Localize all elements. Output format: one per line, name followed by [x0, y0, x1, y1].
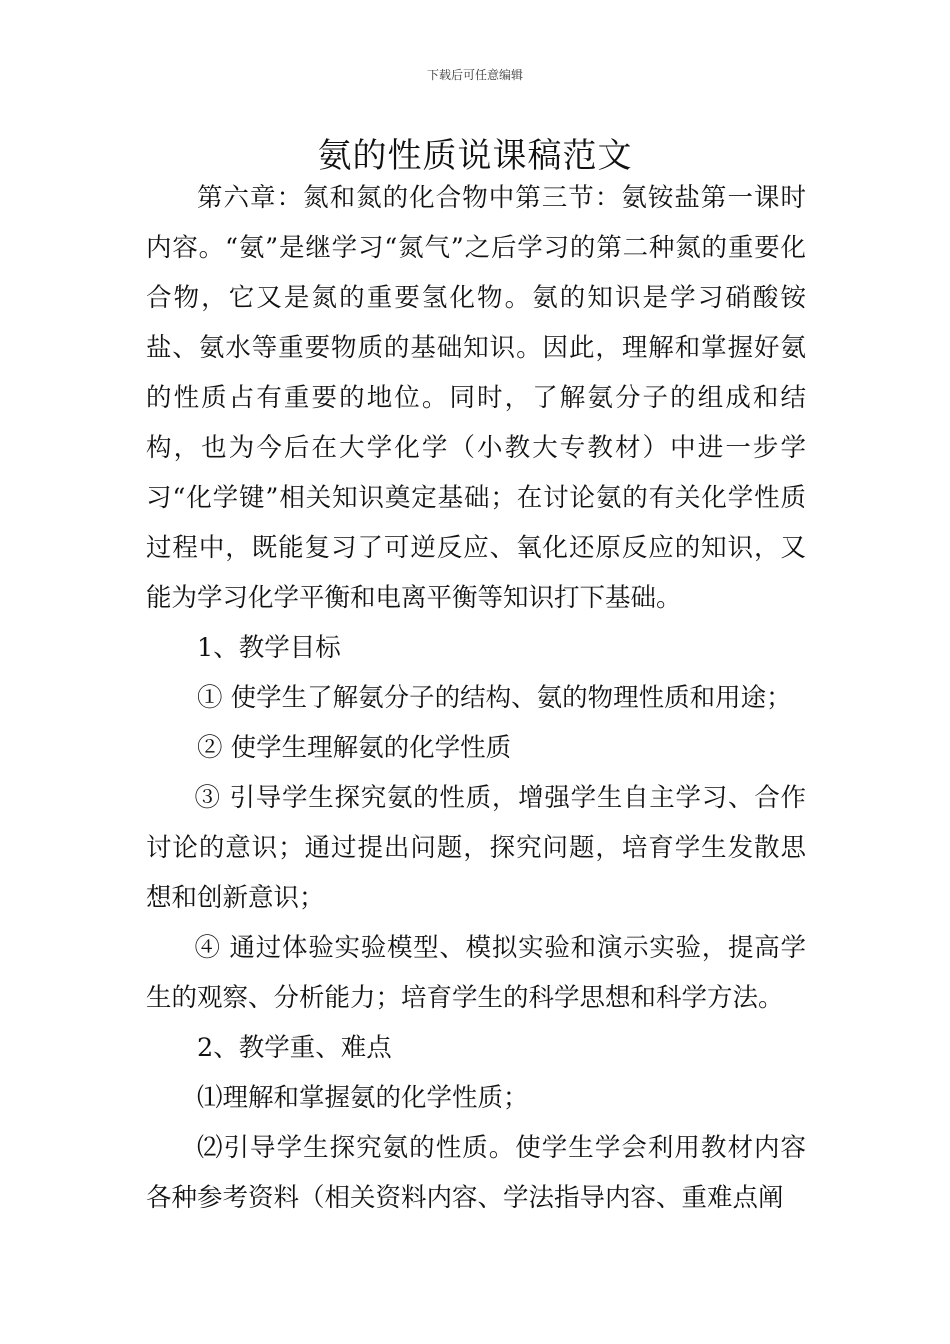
section-heading-key-points: 2、教学重、难点	[197, 1033, 392, 1063]
objective-item-3: ③ 引导学生探究氨的性质，增强学生自主学习、合作讨论的意识；通过提出问题，探究问题，培育学生发散思想和创新意识；	[146, 783, 806, 913]
key-point-item-1: ⑴理解和掌握氨的化学性质；	[197, 1083, 529, 1113]
document-title: 氨的性质说课稿范文	[317, 136, 633, 176]
section-heading-objectives: 1、教学目标	[197, 633, 341, 663]
key-point-item-2: ⑵引导学生探究氨的性质。使学生学会利用教材内容各种参考资料（相关资料内容、学法指导内容、重难点阐	[146, 1133, 806, 1213]
objective-item-4: ④ 通过体验实验模型、模拟实验和演示实验，提高学生的观察、分析能力；培育学生的科学思想和科学方法。	[146, 933, 806, 1013]
header-note: 下载后可任意编辑	[426, 68, 523, 82]
objective-item-1: ① 使学生了解氨分子的结构、氨的物理性质和用途；	[197, 683, 792, 713]
objective-item-2: ② 使学生理解氨的化学性质	[197, 733, 512, 763]
document-body	[146, 173, 806, 1223]
paragraph-intro: 第六章：氮和氮的化合物中第三节：氨铵盐第一课时内容。“氨”是继学习“氮气”之后学习的第二种氮的重要化合物，它又是氮的重要氢化物。氨的知识是学习硝酸铵盐、氨水等重要物质的基础知识。因此，理解和掌握好氨的性质占有重要的地位。同时，了解氨分子的组成和结构，也为今后在大学化学（小教大专教材）中进一步学习“化学键”相关知识奠定基础；在讨论氨的有关化学性质过程中，既能复习了可逆反应、氧化还原反应的知识，又能为学习化学平衡和电离平衡等知识打下基础。	[146, 183, 806, 613]
